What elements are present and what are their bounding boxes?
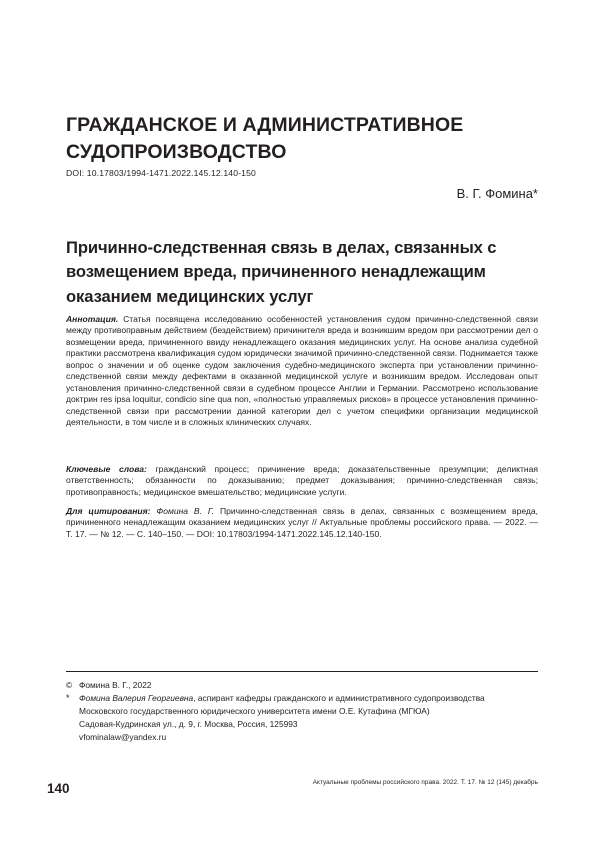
footnote-affiliation-line1: , аспирант кафедры гражданского и административного судопроизводства [193, 693, 485, 704]
author-affiliation-note [66, 692, 546, 744]
author-affiliation-body [79, 692, 546, 744]
article-title: Причинно-следственная связь в делах, связанных с возмещением вреда, причиненного ненадлежащим оказанием медицинских услуг [66, 237, 497, 306]
section-heading: ГРАЖДАНСКОЕ И АДМИНИСТРАТИВНОЕ СУДОПРОИЗВОДСТВО [66, 114, 464, 163]
citation-text: Причинно-следственная связь в делах, связанных с возмещением вреда, причиненного ненадлежащим оказанием медицинских услуг // Актуальные проблемы российского права. — 2022. — Т. 17. — № 12. — С. 140–150. — DOI: 10.17803/1994-1471.2022.145.12.140-150. [66, 505, 538, 539]
footnote-author-given-names-value: Валерия Георгиевна [112, 693, 194, 704]
author-byline: В. Г. Фомина* [456, 186, 538, 201]
copyright-text: Фомина В. Г., 2022 [79, 680, 152, 690]
abstract-label: Аннотация. [66, 313, 119, 324]
citation-paragraph [66, 506, 538, 541]
footnote-affiliation-line2: Московского государственного юридического университета имени О.Е. Кутафина (МГЮА) [79, 706, 430, 717]
citation-label: Для цитирования: [66, 505, 151, 516]
page-number: 140 [47, 781, 70, 796]
footnote-author-surname: Фомина [79, 693, 110, 704]
footnote-email: vfominalaw@yandex.ru [79, 732, 167, 743]
keywords-paragraph [66, 464, 538, 499]
doi-line: DOI: 10.17803/1994-1471.2022.145.12.140-150 [66, 168, 256, 178]
copyright-line [66, 679, 546, 692]
running-footer: Актуальные проблемы российского права. 2022. Т. 17. № 12 (145) декабрь [312, 779, 538, 786]
footnote-block [66, 679, 546, 744]
footer-divider-rule [66, 671, 538, 672]
keywords-label: Ключевые слова: [66, 463, 147, 474]
abstract-paragraph [66, 314, 538, 429]
asterisk-marker: * [66, 693, 70, 704]
keywords-text: гражданский процесс; причинение вреда; доказательственные презумпции; деликтная ответственность; обязанности по доказыванию; предмет доказывания; причинно-следственная связь; противоправность; медицинское вмешательство; медицинские услуги. [66, 463, 539, 497]
citation-author: Фомина В. Г. [150, 505, 220, 516]
copyright-icon: © [66, 680, 73, 690]
footnote-address: Садовая-Кудринская ул., д. 9, г. Москва, Россия, 125993 [79, 719, 298, 730]
abstract-text: Статья посвящена исследованию особенностей установления судом причинно-следственной связи между противоправным действием (бездействием) причинителя вреда и возникшим вредом при рассмотрении дел о возмещении вреда, причиненного ввиду ненадлежащего оказания медицинских услуг. На основе анализа судебной практики рассмотрена квалификация судом юридически значимой причинно-следственной связи. Поднимается также вопрос о значении и об оценке судом заключения судебно-медицинского эксперта при установлении причинно-следственной связи между дефектами в оказанной медицинской услуге и возникшим вредом. Исследован опыт установления причинно-следственной связи в судебном процессе Англии и Германии. Рассмотрено использование доктрин res ipsa loquitur, condicio sine qua non, «полностью управляемых рисков» в процессе установления причинно-следственной связи при рассмотрении данной категории дел с учетом специфики организации медицинской деятельности, в том числе и в сложных клинических случаях. [66, 313, 538, 428]
